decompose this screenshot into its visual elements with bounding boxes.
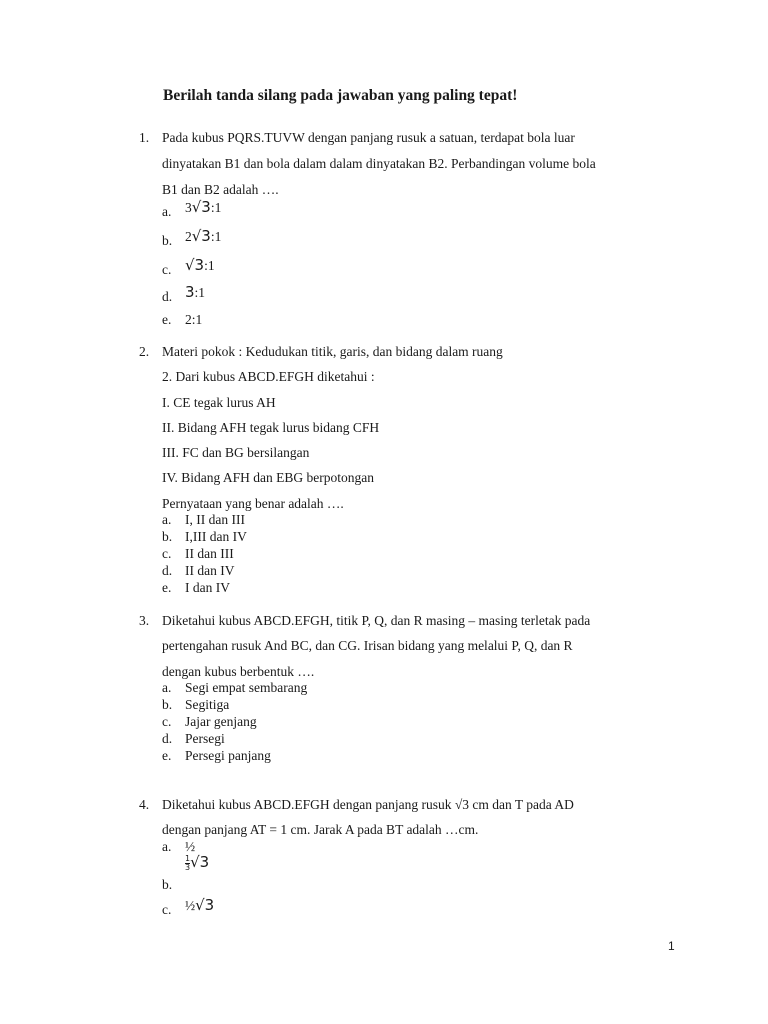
option-letter: a. bbox=[162, 204, 172, 219]
option-d-answer: Persegi bbox=[185, 731, 225, 746]
question-2-number: 2. bbox=[139, 344, 150, 359]
question-3-number: 3. bbox=[139, 613, 150, 628]
page-number: 1 bbox=[668, 939, 675, 953]
question-1-text-line: B1 dan B2 adalah …. bbox=[162, 182, 279, 197]
option-letter: a. bbox=[162, 512, 172, 527]
option-letter: d. bbox=[162, 731, 173, 746]
option-e-answer: I dan IV bbox=[185, 580, 230, 595]
option-c-answer: √3:1 bbox=[185, 256, 215, 274]
question-2-text-line: Pernyataan yang benar adalah …. bbox=[162, 496, 344, 511]
sqrt-symbol: √3 bbox=[191, 227, 211, 245]
option-letter: b. bbox=[162, 697, 173, 712]
question-2-text-line: II. Bidang AFH tegak lurus bidang CFH bbox=[162, 420, 380, 435]
option-letter: b. bbox=[162, 233, 173, 248]
question-3-text-line: dengan kubus berbentuk …. bbox=[162, 664, 315, 679]
option-letter: d. bbox=[162, 289, 173, 304]
option-c-answer: ½√3 bbox=[185, 896, 215, 914]
option-letter: c. bbox=[162, 262, 172, 277]
option-b-answer: Segitiga bbox=[185, 697, 230, 712]
option-letter: d. bbox=[162, 563, 173, 578]
option-letter: a. bbox=[162, 839, 172, 854]
option-b-answer: 2√3:1 bbox=[185, 227, 222, 245]
option-letter: e. bbox=[162, 580, 172, 595]
option-letter: e. bbox=[162, 312, 172, 327]
question-2-text-line: I. CE tegak lurus AH bbox=[162, 395, 276, 410]
question-2-text-line: Materi pokok : Kedudukan titik, garis, dan bidang dalam ruang bbox=[162, 344, 503, 359]
option-c-answer: Jajar genjang bbox=[185, 714, 257, 729]
option-d-answer: 3:1 bbox=[185, 283, 206, 301]
option-letter: c. bbox=[162, 902, 172, 917]
option-letter: b. bbox=[162, 529, 173, 544]
option-a-answer: ½ bbox=[185, 839, 196, 854]
question-3-text-line: Diketahui kubus ABCD.EFGH, titik P, Q, dan R masing – masing terletak pada bbox=[162, 613, 591, 628]
sqrt-symbol: √3 bbox=[191, 198, 211, 216]
option-c-answer: II dan III bbox=[185, 546, 234, 561]
question-2-text-line: III. FC dan BG bersilangan bbox=[162, 445, 310, 460]
option-b-answer: I,III dan IV bbox=[185, 529, 247, 544]
option-e-answer: 2:1 bbox=[185, 312, 203, 327]
question-2-text-line: 2. Dari kubus ABCD.EFGH diketahui : bbox=[162, 369, 375, 384]
question-4-text-line: Diketahui kubus ABCD.EFGH dengan panjang rusuk √3 cm dan T pada AD bbox=[162, 797, 574, 812]
sqrt-symbol: √3 bbox=[195, 896, 215, 914]
page-title: Berilah tanda silang pada jawaban yang paling tepat! bbox=[163, 87, 518, 104]
question-2-text-line: IV. Bidang AFH dan EBG berpotongan bbox=[162, 470, 374, 485]
option-b-answer bbox=[185, 853, 209, 872]
question-4-number: 4. bbox=[139, 797, 150, 812]
option-e-answer: Persegi panjang bbox=[185, 748, 271, 763]
sqrt-symbol: √3 bbox=[185, 256, 205, 274]
option-a-answer: I, II dan III bbox=[185, 512, 245, 527]
question-1-text-line: Pada kubus PQRS.TUVW dengan panjang rusuk a satuan, terdapat bola luar bbox=[162, 130, 575, 145]
option-letter: b. bbox=[162, 877, 173, 892]
sqrt-symbol: √3 bbox=[190, 853, 210, 871]
option-letter: e. bbox=[162, 748, 172, 763]
option-d-answer: II dan IV bbox=[185, 563, 235, 578]
question-1-text-line: dinyatakan B1 dan bola dalam dalam dinyatakan B2. Perbandingan volume bola bbox=[162, 156, 596, 171]
question-4-text-line: dengan panjang AT = 1 cm. Jarak A pada BT adalah …cm. bbox=[162, 822, 479, 837]
option-letter: a. bbox=[162, 680, 172, 695]
fraction: $\frac{1}{3}$ bbox=[185, 854, 191, 873]
question-3-text-line: pertengahan rusuk And BC, dan CG. Irisan bidang yang melalui P, Q, dan R bbox=[162, 638, 573, 653]
option-letter: c. bbox=[162, 714, 172, 729]
option-a-answer: 3√3:1 bbox=[185, 198, 222, 216]
question-1-number: 1. bbox=[139, 130, 150, 145]
option-a-answer: Segi empat sembarang bbox=[185, 680, 308, 695]
option-letter: c. bbox=[162, 546, 172, 561]
